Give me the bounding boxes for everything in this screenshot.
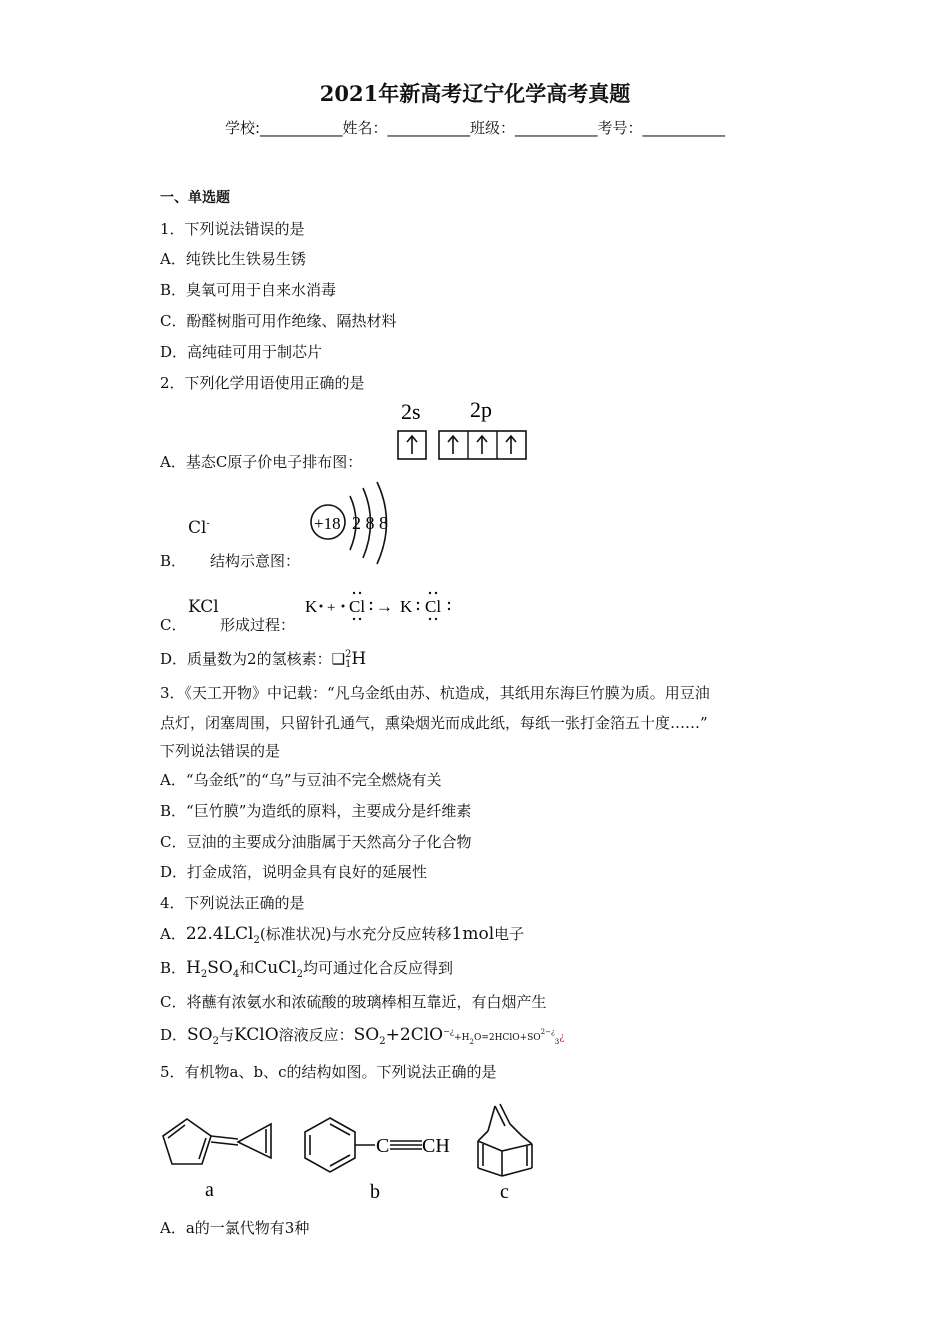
structure-a	[163, 1119, 271, 1164]
nucleus-charge: +18	[314, 514, 341, 533]
q3-option-d: D．打金成箔，说明金具有良好的延展性	[160, 863, 428, 881]
organic-structures-figure	[150, 1096, 550, 1208]
q4-option-c: C．将蘸有浓氨水和浓硫酸的玻璃棒相互靠近，有白烟产生	[160, 993, 547, 1011]
structure-c	[478, 1104, 532, 1176]
student-info-line: 学校:___________姓名：___________班级：___________考号：___________	[224, 119, 726, 137]
q1-option-d: D．高纯硅可用于制芯片	[160, 343, 323, 361]
q4-option-d: D．$SO_2$与KClO溶液反应：$SO_2+2ClO^{-¿}+H_2O=2HClO+SO^{2-¿}_3¿$	[160, 1025, 565, 1047]
q2-option-c-text: 形成过程：	[220, 616, 296, 634]
q2-option-b-text: 结构示意图：	[210, 552, 301, 570]
q4-stem: 4．下列说法正确的是	[160, 894, 305, 912]
electron-arrow-icon	[506, 436, 516, 454]
label-b-c: C	[376, 1135, 390, 1157]
electron-arrow-icon	[477, 436, 487, 454]
q4-option-a: A．22.4LCl$_2$(标准状况)与水充分反应转移1mol电子	[160, 924, 525, 946]
q4-option-b: B．$H_2SO_4$和CuCl$_2$均可通过化合反应得到	[160, 958, 454, 980]
ionic-bond-formation-diagram	[303, 586, 463, 626]
structure-b	[305, 1118, 422, 1172]
q1-option-c: C．酚醛树脂可用作绝缘、隔热材料	[160, 312, 397, 330]
cl-ion-right: Cl	[425, 597, 442, 616]
q2-option-b-letter: B．	[160, 552, 187, 570]
q1-option-b: B．臭氧可用于自来水消毒	[160, 281, 337, 299]
shell-electrons: 2 8 8	[352, 513, 388, 533]
q3-stem-line-2: 点灯，闭塞周围，只留针孔通气，熏染烟光而成此纸，每纸一张打金箔五十度……”	[160, 714, 708, 732]
reaction-arrow: →	[376, 597, 393, 616]
plus-sign: +	[327, 600, 336, 616]
q3-option-c: C．豆油的主要成分油脂属于天然高分子化合物	[160, 833, 472, 851]
q3-stem-line-3: 下列说法错误的是	[160, 742, 281, 760]
cl-atom-left: Cl	[349, 597, 366, 616]
label-b-ch: CH	[422, 1135, 450, 1157]
k-ion-right: K	[400, 597, 413, 616]
orbital-label-2p: 2p	[470, 397, 492, 422]
q1-stem: 1．下列说法错误的是	[160, 220, 305, 238]
q2-option-c-letter: C．	[160, 616, 187, 634]
q2-option-a: A．基态C原子价电子排布图：	[160, 453, 363, 471]
atom-structure-diagram	[308, 478, 404, 566]
document-title: 2021年新高考辽宁化学高考真题	[319, 81, 631, 106]
q3-option-a: A．“乌金纸”的“乌”与豆油不完全燃烧有关	[160, 771, 442, 789]
q2-option-d: D．质量数为2的氢核素：❑ 2 1 H	[160, 649, 367, 670]
q5-option-a: A．a的一氯代物有3种	[160, 1219, 310, 1237]
label-a: a	[205, 1179, 214, 1201]
q2-c-formula: KCl	[188, 597, 219, 617]
electron-arrow-icon	[407, 436, 417, 454]
q3-stem-line-1: 3．《天工开物》中记载：“凡乌金纸由苏、杭造成，其纸用东海巨竹膜为质。用豆油	[160, 684, 710, 702]
k-atom-left: K	[305, 597, 318, 616]
orbital-diagram	[392, 394, 532, 466]
q2-stem: 2．下列化学用语使用正确的是	[160, 374, 365, 392]
electron-arrow-icon	[448, 436, 458, 454]
orbital-label-2s: 2s	[401, 399, 421, 424]
q1-option-a: A．纯铁比生铁易生锈	[160, 250, 306, 268]
label-b: b	[370, 1181, 380, 1203]
q5-stem: 5．有机物a、b、c的结构如图。下列说法正确的是	[160, 1063, 497, 1081]
q3-option-b: B．“巨竹膜”为造纸的原料，主要成分是纤维素	[160, 802, 472, 820]
section-title: 一、单选题	[160, 190, 230, 206]
label-c: c	[500, 1181, 509, 1203]
q2-b-formula: Cl-	[188, 518, 210, 538]
